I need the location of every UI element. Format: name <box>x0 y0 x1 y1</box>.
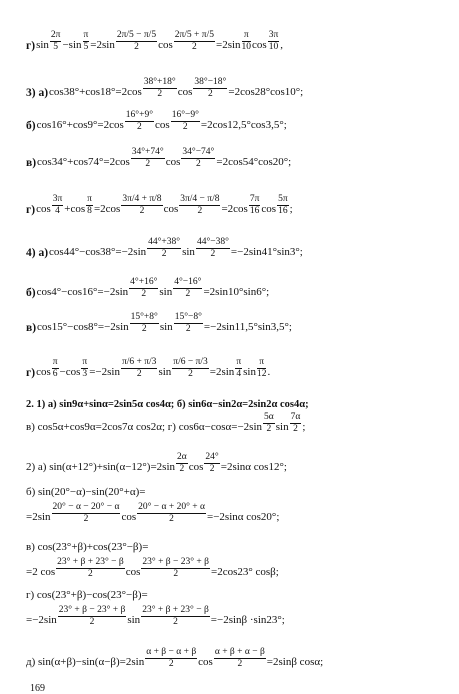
numerator: 16°+9° <box>125 110 154 120</box>
fraction <box>116 31 157 52</box>
formula-text: cos <box>188 461 204 473</box>
formula-text: sin <box>182 246 195 258</box>
fraction <box>52 503 121 524</box>
fraction <box>174 31 215 52</box>
denominator: 2 <box>174 41 215 53</box>
numerator: 23° + β − 23° + β <box>142 557 209 567</box>
formula-text: sin <box>127 614 141 626</box>
formula-text: =2sin10°sin6°; <box>203 286 270 298</box>
fraction <box>137 503 206 524</box>
numerator: π <box>52 357 58 367</box>
fraction <box>193 78 227 99</box>
fraction <box>263 413 275 434</box>
formula-text: −cos <box>59 366 81 378</box>
formula-line <box>0 645 459 677</box>
formula-text: cos15°−cos8°=−2sin <box>37 321 129 333</box>
formula-text: =2sin <box>90 39 115 51</box>
fraction <box>172 358 208 379</box>
formula-text: =2cos54°cos20°; <box>216 156 292 168</box>
formula-text: ; <box>289 203 293 215</box>
formula-text: ; <box>302 421 306 433</box>
fraction <box>81 358 88 379</box>
formula-text: =2sinα cos12°; <box>220 461 287 473</box>
numerator: π/6 − π/3 <box>173 357 208 367</box>
formula-text: cos16°+cos9°=2cos <box>36 119 124 131</box>
denominator: 16 <box>249 205 260 216</box>
formula-line <box>0 75 459 107</box>
fraction <box>130 313 159 334</box>
numerator: π <box>259 357 265 367</box>
numerator: 4°−16° <box>174 277 202 287</box>
numerator: 2α <box>177 452 187 462</box>
denominator: 2 <box>204 463 219 475</box>
numerator: 23° + β + 23° − β <box>142 605 209 615</box>
numerator: 44°+38° <box>148 237 181 247</box>
numerator: 23° + β + 23° − β <box>57 557 124 567</box>
fraction <box>179 195 220 216</box>
formula-text: sin <box>36 39 49 51</box>
formula-line <box>0 145 459 177</box>
formula-text: sin <box>158 366 172 378</box>
denominator: 2 <box>172 368 208 380</box>
formula-text: =2cos23° cosβ; <box>210 566 279 578</box>
formula-text: cos4°−cos16°=−2sin <box>36 286 129 298</box>
formula-text: cos <box>165 156 181 168</box>
item-label: 4) а) <box>26 247 49 259</box>
formula-text: cos <box>155 119 170 131</box>
item-label: г) <box>26 367 36 379</box>
formula-text: =2sin <box>209 366 235 378</box>
fraction <box>242 31 252 52</box>
formula-text: д) sin(α+β)−sin(α−β)=2sin <box>26 656 145 668</box>
fraction <box>58 606 127 627</box>
page-number: 169 <box>30 683 45 694</box>
formula-line <box>0 28 459 60</box>
fraction <box>173 278 202 299</box>
denominator: 2 <box>147 248 181 260</box>
numerator: 44°−38° <box>196 237 229 247</box>
denominator: 2 <box>145 658 197 670</box>
fraction <box>125 111 154 132</box>
numerator: π <box>243 30 249 40</box>
denominator: 2 <box>56 568 125 580</box>
denominator: 2 <box>131 158 165 170</box>
formula-text: =2sin <box>215 39 241 51</box>
formula-line <box>0 192 459 224</box>
formula-text: cos <box>198 656 213 668</box>
denominator: 2 <box>171 121 200 133</box>
denominator: 2 <box>181 158 215 170</box>
formula-text: =−2sinα cos20°; <box>207 511 280 523</box>
numerator: 20° − α + 20° + α <box>138 502 205 512</box>
numerator: 20° − α − 20° − α <box>52 502 120 512</box>
formula-line <box>0 450 459 482</box>
denominator: 2 <box>141 616 210 628</box>
formula-text: 2. 1) а) sin9α+sinα=2sin5α cos4α; б) sin6α−sin2α=2sin2α cos4α; <box>26 399 309 410</box>
denominator: 2 <box>263 423 275 435</box>
fraction <box>204 453 219 474</box>
numerator: 3π/4 + π/8 <box>122 194 162 204</box>
numerator: 7α <box>290 412 301 422</box>
item-label: г) <box>26 204 36 216</box>
numerator: 15°−8° <box>174 312 202 322</box>
fraction <box>174 313 203 334</box>
numerator: 5π <box>278 194 288 204</box>
fraction <box>145 648 197 669</box>
formula-text: =2cos28°cos10°; <box>228 86 304 98</box>
item-label: б) <box>26 120 36 132</box>
fraction <box>147 238 181 259</box>
denominator: 2 <box>137 513 206 525</box>
fraction <box>196 238 230 259</box>
fraction <box>277 195 289 216</box>
fraction <box>268 31 280 52</box>
formula-line <box>0 355 459 387</box>
formula-line <box>0 500 459 532</box>
formula-text: cos <box>252 39 267 51</box>
formula-line <box>0 108 459 140</box>
numerator: 2π/5 − π/5 <box>116 30 157 40</box>
numerator: 3π/4 − π/8 <box>180 194 220 204</box>
numerator: π <box>236 357 242 367</box>
numerator: π <box>82 357 88 367</box>
fraction <box>290 413 302 434</box>
numerator: 34°−74° <box>182 147 215 157</box>
fraction <box>121 358 157 379</box>
formula-text: =2sin <box>26 511 51 523</box>
formula-text: cos <box>163 203 179 215</box>
formula-text: cos <box>177 86 193 98</box>
denominator: 2 <box>52 513 121 525</box>
formula-text: =−2sin11,5°sin3,5°; <box>203 321 292 333</box>
formula-text: cos34°+cos74°=2cos <box>37 156 130 168</box>
denominator: 2 <box>193 88 227 100</box>
numerator: 4°+16° <box>130 277 158 287</box>
item-label: г) <box>26 40 36 52</box>
formula-text: cos44°−cos38°=−2sin <box>49 246 147 258</box>
formula-text: cos <box>36 203 51 215</box>
formula-text: =−2sin41°sin3°; <box>230 246 303 258</box>
numerator: π <box>83 30 89 40</box>
formula-text: =2 cos <box>26 566 56 578</box>
denominator: 2 <box>130 323 159 335</box>
fraction <box>129 278 158 299</box>
formula-text: cos <box>121 511 137 523</box>
formula-line <box>0 555 459 587</box>
formula-text: =−2sin <box>26 614 57 626</box>
fraction <box>257 358 267 379</box>
numerator: α + β + α − β <box>214 647 265 657</box>
denominator: 5 <box>50 41 62 53</box>
formula-text: sin <box>275 421 289 433</box>
denominator: 2 <box>173 288 202 300</box>
numerator: 3π <box>268 30 279 40</box>
denominator: 10 <box>268 41 279 52</box>
formula-line <box>0 310 459 342</box>
denominator: 2 <box>196 248 230 260</box>
formula-text: =2cos <box>221 203 248 215</box>
denominator: 16 <box>278 205 288 216</box>
numerator: 16°−9° <box>171 110 199 120</box>
fraction <box>176 453 188 474</box>
fraction <box>52 195 64 216</box>
fraction <box>141 606 210 627</box>
numerator: 5α <box>264 412 274 422</box>
denominator: 2 <box>179 205 220 217</box>
numerator: 2π <box>50 30 61 40</box>
denominator: 2 <box>116 41 157 53</box>
formula-text: cos38°+cos18°=2cos <box>49 86 142 98</box>
formula-text: . <box>267 366 271 378</box>
denominator: 2 <box>176 463 188 475</box>
formula-text: в) cos5α+cos9α=2cos7α cos2α; г) cos6α−cosα=−2sin <box>26 421 263 433</box>
denominator: 6 <box>52 368 58 379</box>
numerator: π <box>87 194 92 204</box>
denominator: 2 <box>121 205 162 217</box>
numerator: α + β − α + β <box>146 647 197 657</box>
fraction <box>235 358 242 379</box>
formula-line <box>0 235 459 267</box>
fraction <box>83 31 90 52</box>
formula-text: −sin <box>62 39 82 51</box>
denominator: 2 <box>58 616 127 628</box>
formula-text: б) sin(20°−α)−sin(20°+α)= <box>26 486 146 498</box>
numerator: 2π/5 + π/5 <box>174 30 214 40</box>
fraction <box>143 78 177 99</box>
denominator: 2 <box>174 323 203 335</box>
numerator: 15°+8° <box>130 312 158 322</box>
item-label: в) <box>26 322 37 334</box>
denominator: 4 <box>236 368 242 379</box>
denominator: 12 <box>256 368 267 379</box>
formula-text: sin <box>159 286 173 298</box>
item-label: б) <box>26 287 36 299</box>
formula-text: =2cos <box>93 203 121 215</box>
formula-line <box>0 603 459 635</box>
formula-text: г) cos(23°+β)−cos(23°−β)= <box>26 589 148 601</box>
fraction <box>131 148 165 169</box>
denominator: 5 <box>83 41 89 52</box>
formula-text: cos <box>125 566 141 578</box>
denominator: 3 <box>82 368 88 379</box>
formula-text: в) cos(23°+β)+cos(23°−β)= <box>26 541 149 553</box>
fraction <box>249 195 261 216</box>
numerator: 34°+74° <box>131 147 164 157</box>
denominator: 2 <box>121 368 157 380</box>
fraction <box>181 148 215 169</box>
formula-text: 2) а) sin(α+12°)+sin(α−12°)=2sin <box>26 461 176 473</box>
numerator: 3π <box>52 194 63 204</box>
item-label: в) <box>26 157 37 169</box>
formula-line <box>0 275 459 307</box>
numerator: 24° <box>205 452 219 462</box>
numerator: 7π <box>249 194 260 204</box>
formula-text: , <box>280 39 283 51</box>
formula-text: +cos <box>64 203 86 215</box>
formula-text: sin <box>243 366 256 378</box>
formula-line <box>0 410 459 442</box>
fraction <box>86 195 93 216</box>
formula-text: cos <box>261 203 277 215</box>
denominator: 2 <box>290 423 302 435</box>
numerator: 38°+18° <box>143 77 176 87</box>
formula-text: =−2sinβ ·sin23°; <box>210 614 285 626</box>
denominator: 4 <box>52 205 64 217</box>
formula-text: =2cos12,5°cos3,5°; <box>200 119 287 131</box>
denominator: 2 <box>129 288 158 300</box>
denominator: 2 <box>143 88 177 100</box>
numerator: 38°−18° <box>194 77 227 87</box>
fraction <box>121 195 162 216</box>
numerator: 23° + β − 23° + β <box>58 605 126 615</box>
fraction <box>56 558 125 579</box>
numerator: π/6 + π/3 <box>121 357 157 367</box>
denominator: 2 <box>141 568 210 580</box>
item-label: 3) а) <box>26 87 49 99</box>
fraction <box>50 31 62 52</box>
formula-text: =2sinβ cosα; <box>266 656 324 668</box>
formula-text: =−2sin <box>89 366 120 378</box>
denominator: 2 <box>214 658 266 670</box>
denominator: 8 <box>87 205 92 216</box>
formula-text: sin <box>159 321 173 333</box>
formula-text: cos <box>158 39 173 51</box>
fraction <box>52 358 59 379</box>
fraction <box>171 111 200 132</box>
denominator: 10 <box>241 41 252 52</box>
denominator: 2 <box>125 121 154 133</box>
fraction <box>141 558 210 579</box>
formula-text: cos <box>36 366 51 378</box>
fraction <box>214 648 266 669</box>
